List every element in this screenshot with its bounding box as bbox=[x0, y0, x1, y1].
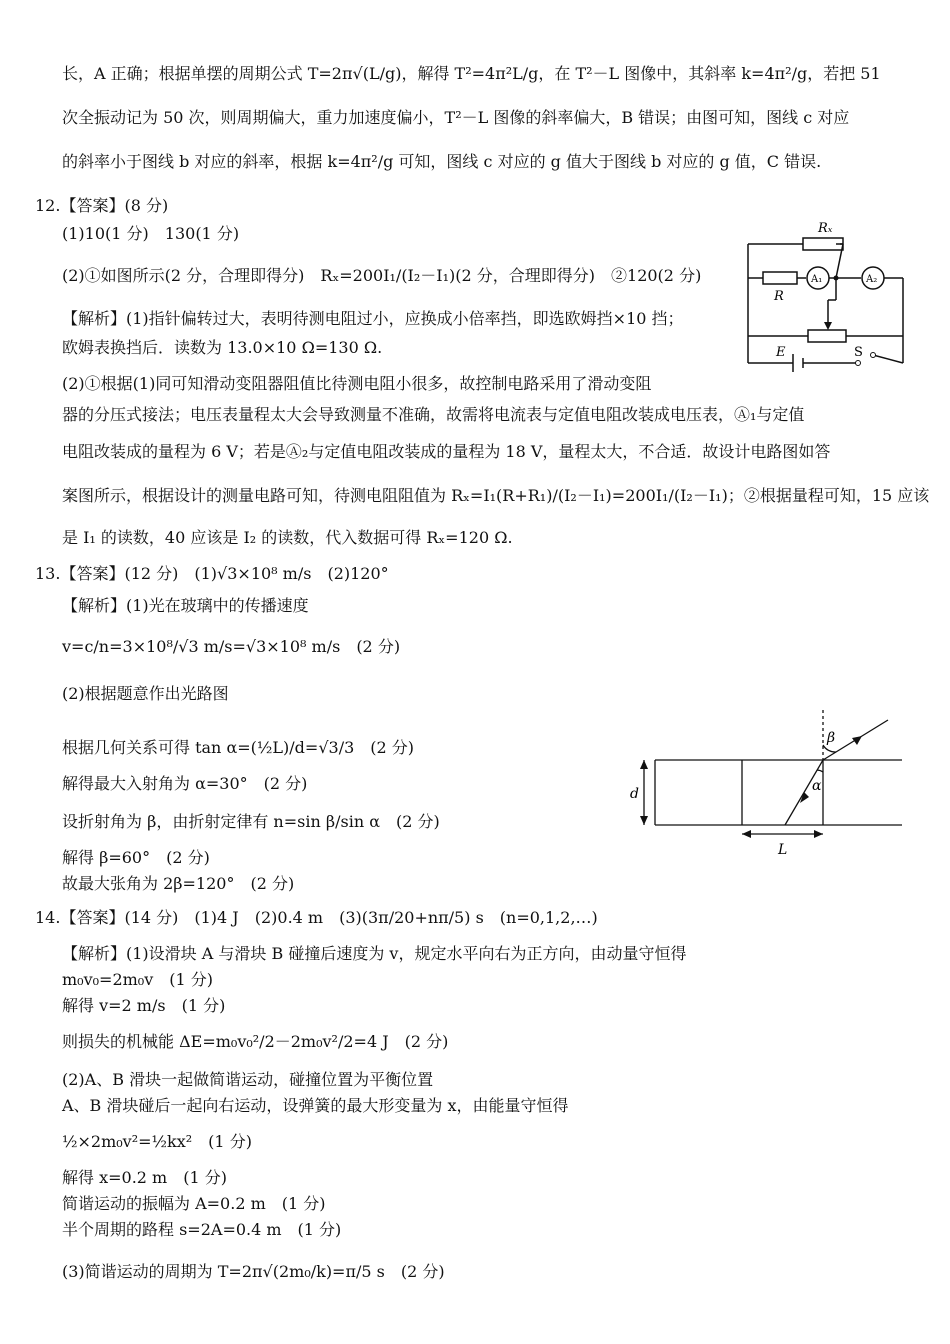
e-label: E bbox=[776, 345, 786, 360]
r-label: R bbox=[774, 289, 784, 304]
q12-jx4: 器的分压式接法；电压表量程太大会导致测量不准确，故需将电流表与定值电阻改装成电压表，Ⓐ₁与定值 bbox=[62, 405, 805, 424]
light-path-diagram bbox=[630, 700, 910, 860]
q14-l8: 解得 x=0.2 m (1 分) bbox=[62, 1168, 227, 1187]
q12-ans2: (2)①如图所示(2 分，合理即得分) Rₓ=200I₁/(I₂－I₁)(2 分，合理即得分) ②120(2 分) bbox=[62, 266, 702, 285]
s-label: S bbox=[854, 345, 863, 360]
q12-jx6: 案图所示，根据设计的测量电路可知，待测电阻阻值为 Rₓ=I₁(R+R₁)/(I₂－I₁)=200I₁/(I₂－I₁)；②根据量程可知，15 应该 bbox=[62, 486, 930, 505]
q12-jx7: 是 I₁ 的读数，40 应该是 I₂ 的读数，代入数据可得 Rₓ=120 Ω. bbox=[62, 528, 513, 547]
q13-l5: 设折射角为 β，由折射定律有 n=sin β/sin α (2 分) bbox=[62, 812, 440, 831]
prev-line-1: 长，A 正确；根据单摆的周期公式 T=2π√(L/g)，解得 T²=4π²L/g，在 T²－L 图像中，其斜率 k=4π²/g，若把 51 bbox=[62, 64, 881, 83]
L-label: L bbox=[778, 842, 788, 858]
q14-head: 14.【答案】(14 分) (1)4 J (2)0.4 m (3)(3π/20+nπ/5) s (n=0,1,2,…) bbox=[35, 908, 598, 927]
q14-l3: 解得 v=2 m/s (1 分) bbox=[62, 996, 226, 1015]
q14-l11: (3)简谐运动的周期为 T=2π√(2m₀/k)=π/5 s (2 分) bbox=[62, 1262, 445, 1281]
q13-l4: 解得最大入射角为 α=30° (2 分) bbox=[62, 774, 308, 793]
beta-label: β bbox=[827, 730, 836, 746]
q14-l7: ½×2m₀v²=½kx² (1 分) bbox=[62, 1132, 252, 1151]
prev-line-3: 的斜率小于图线 b 对应的斜率，根据 k=4π²/g 可知，图线 c 对应的 g 值大于图线 b 对应的 g 值，C 错误. bbox=[62, 152, 822, 171]
q13-jx1: 【解析】(1)光在玻璃中的传播速度 bbox=[62, 596, 309, 615]
q12-ans1: (1)10(1 分) 130(1 分) bbox=[62, 224, 240, 243]
circuit-diagram bbox=[738, 218, 918, 378]
q14-jx1: 【解析】(1)设滑块 A 与滑块 B 碰撞后速度为 v，规定水平向右为正方向，由动量守恒得 bbox=[62, 944, 687, 963]
q12-jx1: 【解析】(1)指针偏转过大，表明待测电阻过小，应换成小倍率挡，即选欧姆挡×10 挡； bbox=[62, 309, 684, 328]
q12-jx3: (2)①根据(1)同可知滑动变阻器阻值比待测电阻小很多，故控制电路采用了滑动变阻 bbox=[62, 374, 652, 393]
a2-label: A₂ bbox=[866, 274, 878, 285]
q14-l6: A、B 滑块碰后一起向右运动，设弹簧的最大形变量为 x，由能量守恒得 bbox=[62, 1096, 569, 1115]
q14-l5: (2)A、B 滑块一起做简谐运动，碰撞位置为平衡位置 bbox=[62, 1070, 434, 1089]
d-label: d bbox=[630, 786, 639, 802]
rx-label: Rₓ bbox=[818, 221, 833, 236]
q13-l6: 解得 β=60° (2 分) bbox=[62, 848, 210, 867]
q13-l3: 根据几何关系可得 tan α=(½L)/d=√3/3 (2 分) bbox=[62, 738, 415, 757]
alpha-label: α bbox=[812, 778, 822, 794]
q14-l4: 则损失的机械能 ΔE=m₀v₀²/2－2m₀v²/2=4 J (2 分) bbox=[62, 1032, 449, 1051]
q12-jx5: 电阻改装成的量程为 6 V；若是Ⓐ₂与定值电阻改装成的量程为 18 V，量程太大，不合适．故设计电路图如答 bbox=[62, 442, 831, 461]
q14-l10: 半个周期的路程 s=2A=0.4 m (1 分) bbox=[62, 1220, 342, 1239]
q14-l9: 简谐运动的振幅为 A=0.2 m (1 分) bbox=[62, 1194, 326, 1213]
prev-line-2: 次全振动记为 50 次，则周期偏大，重力加速度偏小，T²－L 图像的斜率偏大，B 错误；由图可知，图线 c 对应 bbox=[62, 108, 850, 127]
q12-head: 12.【答案】(8 分) bbox=[35, 196, 169, 215]
q14-l2: m₀v₀=2m₀v (1 分) bbox=[62, 970, 214, 989]
q13-l2: (2)根据题意作出光路图 bbox=[62, 684, 229, 703]
q13-head: 13.【答案】(12 分) (1)√3×10⁸ m/s (2)120° bbox=[35, 564, 389, 583]
a1-label: A₁ bbox=[811, 274, 823, 285]
q12-jx2: 欧姆表换挡后．读数为 13.0×10 Ω=130 Ω. bbox=[62, 338, 383, 357]
q13-v: v=c/n=3×10⁸/√3 m/s=√3×10⁸ m/s (2 分) bbox=[62, 637, 401, 656]
q13-l7: 故最大张角为 2β=120° (2 分) bbox=[62, 874, 295, 893]
